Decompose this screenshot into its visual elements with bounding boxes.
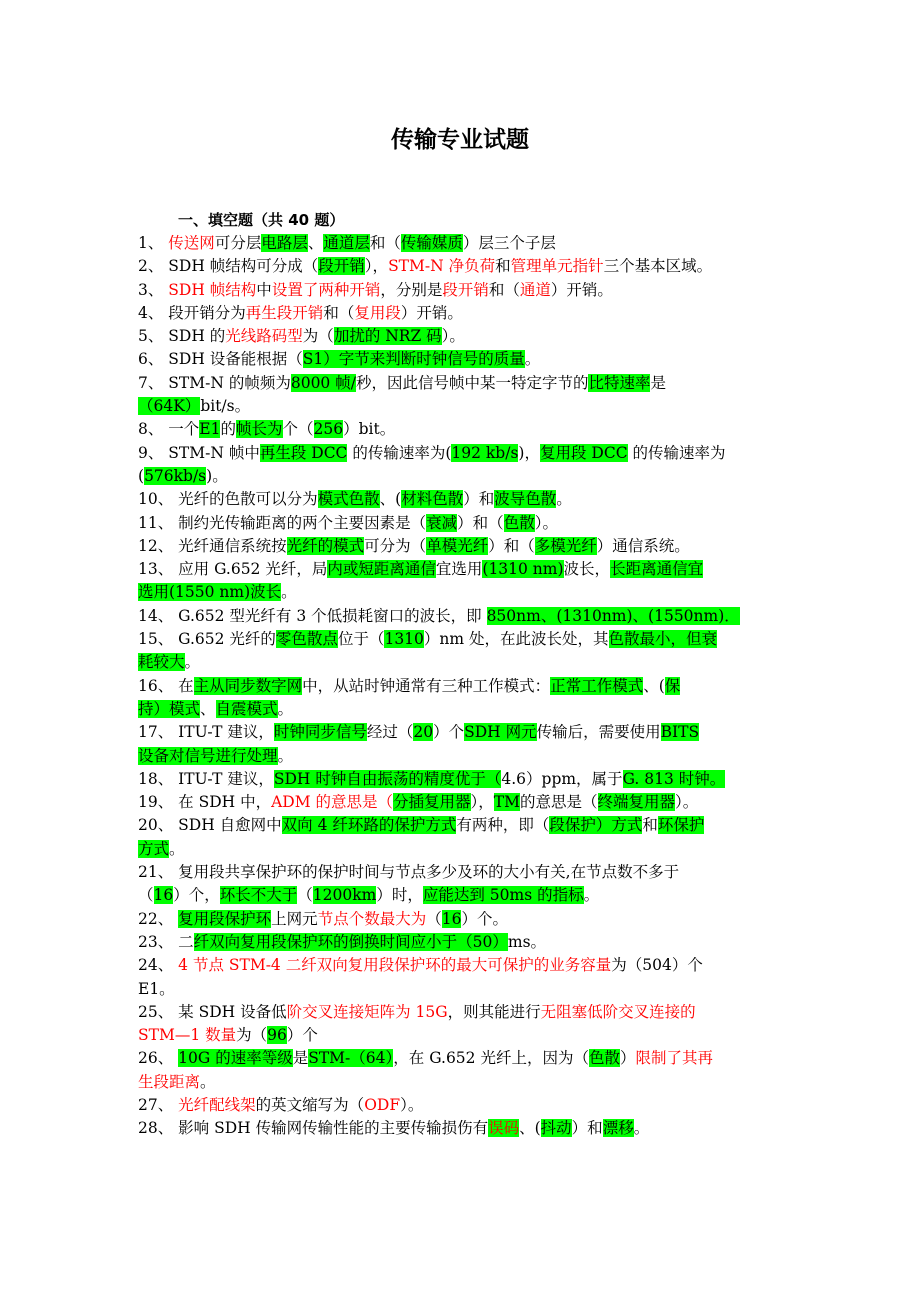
question-line [138,255,788,278]
emphasized-text: 4 节点 STM-4 二纤双向复用段保护环的最大可保护的业务容量 [178,956,612,975]
highlighted-answer: 漂移 [602,1119,634,1138]
question-line [138,978,788,1001]
question-text: 7、 STM-N 的帧频为 [138,373,291,392]
question-text: ）和 [463,490,495,509]
highlighted-answer: 帧长为 [236,420,283,439]
question-line [138,372,788,395]
question-line [138,1094,788,1117]
question-text: 和 [495,257,511,276]
question-line [138,675,788,698]
question-text: ）通信系统。 [596,536,690,555]
question-text: 19、 在 SDH 中， [138,793,272,812]
highlighted-answer: 16 [441,909,462,928]
question-line [138,581,788,604]
question-text: 有两种，即（ [456,816,550,835]
question-text: ）个 [286,1026,318,1045]
question-text: ，在 G.652 光纤上，因为（ [393,1049,589,1068]
question-text: 4、 段开销分为 [138,303,246,322]
highlighted-answer: 比特速率 [588,373,651,392]
question-text: 9、 STM-N 帧中 [138,443,260,462]
question-line [138,1001,788,1024]
question-line [138,418,788,441]
emphasized-text: 管理单元指针 [510,257,604,276]
highlighted-answer: S1）字节来判断时钟信号的质量 [302,350,525,369]
highlighted-answer: 保 [664,676,681,695]
emphasized-text: 复用段 [354,303,401,322]
question-text: ，分别是 [380,280,443,299]
question-text: 。 [184,653,201,672]
question-line [138,558,788,581]
emphasized-text: 限制了其再 [635,1049,714,1068]
question-text: 27、 [138,1095,179,1114]
question-text: )。 [206,466,228,485]
highlighted-answer: 自震模式 [215,699,278,718]
highlighted-answer: 通道层 [323,234,370,252]
emphasized-text: STM-N 净负荷 [388,257,496,276]
question-text: 。 [277,699,294,718]
question-line [138,1071,788,1094]
question-line [138,395,788,418]
question-text: ）开销。 [400,303,463,322]
question-text: 。 [200,1072,216,1091]
question-text: 是 [292,1049,309,1068]
highlighted-answer: 色散 [588,1049,620,1068]
question-line [138,884,788,907]
question-text: 。 [281,583,297,602]
question-text: 传输后，需要使用 [536,723,661,742]
question-text: 和（ [488,280,520,299]
question-line [138,512,788,535]
highlighted-answer: 持）模式 [138,699,201,718]
question-line [138,442,788,465]
question-line [138,791,788,814]
highlighted-answer: 设备对信号进行处理 [138,746,278,765]
question-text: 。 [277,746,294,765]
question-text: 秒，因此信号帧中某一特定字节的 [355,373,589,392]
highlighted-answer: 应能达到 50ms 的指标 [422,886,584,905]
question-text: 。 [169,839,185,858]
highlighted-answer: 双向 4 纤环路的保护方式 [281,816,457,835]
highlighted-answer: 色散 [503,513,535,532]
highlighted-answer: G. 813 时钟。 [622,769,726,788]
question-text: （ [138,886,154,905]
highlighted-answer: 段保护）方式 [549,816,643,835]
question-text: ）。 [441,327,465,346]
highlighted-answer: 色散最小，但衰 [608,630,718,649]
question-text: ）ppm，属于 [526,769,623,788]
question-text: ms。 [507,932,547,951]
question-text: ）。 [534,513,558,532]
question-text: 2、 SDH 帧结构可分成（ [138,257,319,276]
question-text: 可分为（ [364,536,427,555]
question-text: 、( [519,1119,541,1138]
emphasized-text: 光线路码型 [225,327,303,346]
highlighted-answer: 复用段保护环 [178,909,272,928]
highlighted-answer: 时钟同步信号 [273,723,367,742]
highlighted-answer: 10G 的速率等级 [178,1049,293,1068]
question-text: 。 [524,350,541,369]
question-text: ）nm 处，在此波长处，其 [423,630,609,649]
highlighted-answer: 16 [153,886,174,905]
highlighted-answer: (1310 nm) [482,560,564,579]
question-line [138,465,788,488]
highlighted-answer: 电路层 [261,234,308,252]
question-text: 5、 SDH 的 [138,327,226,346]
question-text: ）层三个子层 [462,234,556,252]
emphasized-text: ODF [364,1095,401,1114]
question-text: 28、 影响 SDH 传输网传输性能的主要传输损伤有 [138,1119,489,1138]
question-line [138,861,788,884]
highlighted-answer: 主从同步数字网 [193,676,303,695]
highlighted-answer: SDH 时钟自由振荡的精度优于（ [273,769,502,788]
highlighted-answer: 材料色散 [401,490,464,509]
highlighted-answer: 50） [472,932,508,951]
question-text: （ [426,909,442,928]
question-text: 11、 制约光传输距离的两个主要因素是（ [138,513,427,532]
question-text: 位于（ [337,630,385,649]
question-line [138,931,788,954]
question-text: 中，从站时钟通常有三种工作模式： [302,676,551,695]
question-line [138,698,788,721]
question-text: 、 [200,699,216,718]
emphasized-text: 通道 [519,280,551,299]
question-line [138,628,788,651]
question-text: 三个基本区域。 [603,257,713,276]
question-text: ）。 [675,793,699,812]
question-text: 的传输速率为( [347,443,452,462]
highlighted-answer: 8000 帧/ [290,373,356,392]
question-text: )， [518,443,540,462]
emphasized-text: 生段距离 [138,1072,201,1091]
highlighted-answer: （64K） [138,397,201,416]
question-text: 。 [633,1119,650,1138]
highlighted-answer: 抖动 [540,1119,572,1138]
question-text: （ [297,886,313,905]
question-text: bit/s。 [200,397,251,416]
question-text: 14、 G.652 型光纤有 3 个低损耗窗口的波长，即 [138,606,487,625]
highlighted-answer: 加扰的 NRZ 码 [333,327,442,346]
question-text: 波长， [563,560,611,579]
question-line [138,721,788,744]
emphasized-text: 段开销 [442,280,489,299]
question-text: 为（504）个 [611,956,703,975]
highlighted-answer: 方式 [138,839,170,858]
question-text: ）个。 [461,909,508,928]
question-text: ）bit。 [343,420,396,439]
question-line [138,302,788,325]
question-line [138,348,788,371]
question-text: ）和（ [457,513,504,532]
question-line [138,651,788,674]
question-text: 的 [220,420,236,439]
highlighted-answer: 选用(1550 nm)波长 [138,583,282,602]
question-text: 16、 在 [138,676,194,695]
highlighted-answer: 576kb/s [144,466,207,485]
highlighted-answer: 光纤的模式 [286,536,365,555]
question-line [138,768,788,791]
question-text: 20、 SDH 自愈网中 [138,816,282,835]
question-text: ）个 [433,723,465,742]
question-text: ，则其能进行 [447,1002,541,1021]
question-text: 13、 应用 G.652 光纤，局 [138,560,328,579]
question-line [138,279,788,302]
emphasized-text: 误码 [488,1119,520,1138]
highlighted-answer: 段开销 [318,257,365,276]
question-text: 24、 [138,956,179,975]
question-line [138,535,788,558]
highlighted-answer: 长距离通信宜 [610,560,704,579]
question-text: ）和 [571,1119,603,1138]
emphasized-text: STM—1 数量 [138,1026,237,1045]
question-text: 12、 光纤通信系统按 [138,536,287,555]
question-text: 、( [643,676,665,695]
question-line [138,605,788,628]
question-text: 可分层 [214,234,262,252]
highlighted-answer: 衰减 [426,513,458,532]
highlighted-answer: 纤双向复用段保护环的倒换时间应小于（ [193,932,473,951]
highlighted-answer: 环长不大于 [219,886,298,905]
highlighted-answer: 耗较大 [138,653,185,672]
highlighted-answer: 波导色散 [494,490,557,509]
highlighted-answer: 192 kb/s [451,443,519,462]
section-heading: 一、填空题（共 40 题） [178,211,345,229]
question-text: ） [619,1049,636,1068]
emphasized-text: 传送网 [168,234,215,252]
question-text: ）和（ [488,536,535,555]
question-line [138,1117,788,1140]
question-text: 18、 ITU-T 建议， [138,769,274,788]
question-text: 1、 [138,234,169,252]
highlighted-answer: 1310 [384,630,424,649]
question-line [138,954,788,977]
highlighted-answer: 20 [413,723,434,742]
highlighted-answer: 传输媒质 [400,234,463,252]
question-text: 4.6 [501,769,527,788]
highlighted-answer: 多模光纤 [534,536,597,555]
highlighted-answer: 1200km [312,886,377,905]
question-text: 21、 复用段共享保护环的保护时间与节点多少及环的大小有关,在节点数不多于 [138,863,680,882]
question-text: 的英文缩写为（ [255,1095,365,1114]
highlighted-answer: 256 [313,420,344,439]
question-text: 是 [650,373,666,392]
question-text: 宜选用 [435,560,483,579]
highlighted-answer: SDH 网元 [464,723,537,742]
emphasized-text: 阶交叉连接矩阵为 15G [286,1002,448,1021]
page-title: 传输专业试题 [391,127,529,153]
question-text: 、( [379,490,402,509]
emphasized-text: 节点个数最大为 [317,909,427,928]
question-text: 22、 [138,909,179,928]
emphasized-text: ADM 的意思是（ [271,793,393,812]
question-text: ( [138,466,145,485]
highlighted-answer: 内或短距离通信 [327,560,436,579]
question-text: 。 [556,490,572,509]
question-line [138,745,788,768]
question-line [138,325,788,348]
highlighted-answer: 复用段 DCC [539,443,628,462]
question-line [138,838,788,861]
highlighted-answer: STM-（64） [308,1049,394,1068]
question-text: ）。 [400,1095,424,1114]
question-line [138,488,788,511]
question-text: ）个， [173,886,220,905]
question-text: 10、 光纤的色散可以分为 [138,490,318,509]
highlighted-answer: 850nm、(1310nm)、(1550nm)． [486,606,740,625]
question-text: 经过（ [366,723,414,742]
question-text: 中 [256,280,272,299]
emphasized-text: 无阻塞低阶交叉连接的 [540,1002,696,1021]
highlighted-answer: BITS [660,723,700,742]
highlighted-answer: 单模光纤 [426,536,489,555]
question-text: ）开销。 [550,280,613,299]
question-text: ）， [364,257,389,276]
highlighted-answer: 终端复用器 [597,793,676,812]
highlighted-answer: 分插复用器 [393,793,471,812]
emphasized-text: 设置了两种开销 [271,280,381,299]
emphasized-text: 再生段开销 [245,303,324,322]
emphasized-text: 光纤配线架 [178,1095,256,1114]
question-text: ）时， [376,886,423,905]
highlighted-answer: 96 [267,1026,287,1045]
highlighted-answer: 环保护 [657,816,705,835]
question-line [138,1024,788,1047]
question-line [138,232,788,255]
question-text: 15、 G.652 光纤的 [138,630,276,649]
emphasized-text: SDH 帧结构 [168,280,257,299]
question-text: 17、 ITU-T 建议， [138,723,274,742]
question-text: 3、 [138,280,169,299]
highlighted-answer: E1 [199,420,221,439]
question-text: 个（ [282,420,314,439]
question-text: 26、 [138,1049,179,1068]
question-text: 。 [583,886,600,905]
question-text: 8、 一个 [138,420,200,439]
question-line [138,814,788,837]
question-line [138,1047,788,1070]
question-text: 和（ [323,303,355,322]
question-text: 、 [307,234,324,252]
question-text: 23、 二 [138,932,194,951]
question-text: 和（ [369,234,401,252]
question-text: E1。 [138,979,175,998]
question-list [138,232,788,1141]
highlighted-answer: 零色散点 [275,630,338,649]
question-text: 上网元 [271,909,318,928]
highlighted-answer: 模式色散 [317,490,380,509]
highlighted-answer: 再生段 DCC [259,443,348,462]
question-text: 的传输速率为 [627,443,726,462]
question-text: 和 [642,816,658,835]
question-text: 为（ [236,1026,268,1045]
question-text: 为（ [302,327,334,346]
highlighted-answer: 正常工作模式 [550,676,644,695]
question-text: 的意思是（ [520,793,598,812]
question-text: ）， [470,793,494,812]
question-text: 25、 某 SDH 设备低 [138,1002,287,1021]
question-text: 6、 SDH 设备能根据（ [138,350,303,369]
question-line [138,908,788,931]
highlighted-answer: TM [493,793,520,812]
